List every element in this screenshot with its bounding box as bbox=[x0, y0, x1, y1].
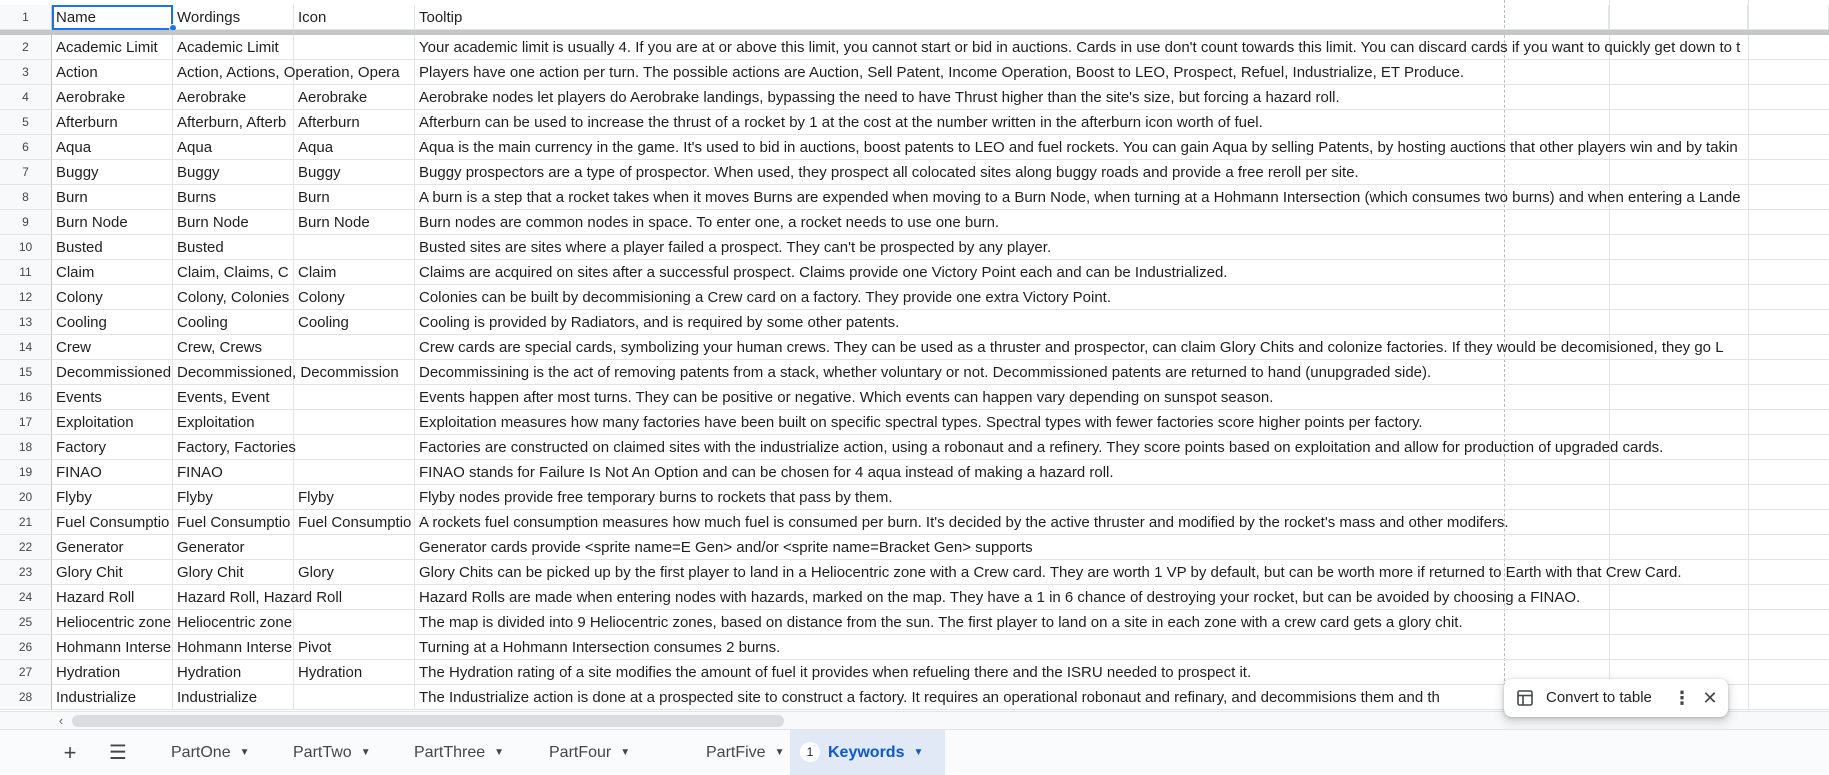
row-number[interactable]: 20 bbox=[0, 485, 52, 510]
cell-name[interactable]: Cooling bbox=[52, 310, 173, 335]
cell-wordings[interactable]: Buggy bbox=[173, 160, 294, 185]
cell-wordings[interactable]: Aerobrake bbox=[173, 85, 294, 110]
cell-wordings[interactable]: Busted bbox=[173, 235, 294, 260]
cell-icon[interactable] bbox=[294, 610, 415, 635]
table-row bbox=[0, 385, 1829, 410]
tab-label: PartFive bbox=[706, 744, 766, 761]
cell-icon[interactable] bbox=[294, 410, 415, 435]
row-number[interactable]: 23 bbox=[0, 560, 52, 585]
scroll-left-icon[interactable]: ‹ bbox=[58, 713, 64, 728]
cell-name[interactable]: Academic Limit bbox=[52, 35, 173, 60]
row-number[interactable]: 7 bbox=[0, 160, 52, 185]
header-cell-wordings[interactable]: Wordings bbox=[173, 5, 294, 30]
convert-to-table-chip[interactable] bbox=[1504, 679, 1728, 717]
chevron-down-icon[interactable]: ▼ bbox=[913, 747, 924, 758]
cell-wordings[interactable]: Heliocentric zone bbox=[173, 610, 294, 635]
cell-name[interactable]: Busted bbox=[52, 235, 173, 260]
header-cell-tooltip[interactable]: Tooltip bbox=[415, 5, 1609, 30]
table-row bbox=[0, 585, 1829, 610]
cell-icon[interactable]: Aqua bbox=[294, 135, 415, 160]
cell-icon[interactable]: Aerobrake bbox=[294, 85, 415, 110]
cell-icon[interactable] bbox=[294, 235, 415, 260]
row-number[interactable]: 3 bbox=[0, 60, 52, 85]
tab-label: Keywords bbox=[828, 744, 905, 761]
cell-tooltip[interactable]: Players have one action per turn. The possible actions are Auction, Sell Patent, Income Operation, Boost to LEO, Prospect, Refuel, Industrialize, ET Produce. bbox=[415, 60, 1829, 85]
table-row bbox=[0, 335, 1829, 360]
cell-tooltip[interactable]: Turning at a Hohmann Intersection consumes 2 burns. bbox=[415, 635, 1829, 660]
header-cell-icon[interactable]: Icon bbox=[294, 5, 415, 30]
cell-tooltip[interactable]: Events happen after most turns. They can be positive or negative. Which events can happen vary depending on sunspot season. bbox=[415, 385, 1829, 410]
cell-name[interactable]: Hohmann Interse bbox=[52, 635, 173, 660]
table-row bbox=[0, 135, 1829, 160]
row-number[interactable]: 21 bbox=[0, 510, 52, 535]
cell-wordings[interactable]: Industrialize bbox=[173, 685, 294, 710]
cell-icon[interactable] bbox=[294, 60, 415, 85]
cell-wordings[interactable]: Exploitation bbox=[173, 410, 294, 435]
table-row bbox=[0, 35, 1829, 60]
cell-wordings[interactable]: Generator bbox=[173, 535, 294, 560]
cell-name[interactable]: Aerobrake bbox=[52, 85, 173, 110]
cell-wordings[interactable]: Factory, Factories bbox=[173, 435, 294, 460]
cell-tooltip[interactable]: Buggy prospectors are a type of prospector. When used, they prospect all colocated sites along buggy roads and provide a free reroll per site. bbox=[415, 160, 1829, 185]
table-row bbox=[0, 535, 1829, 560]
cell-name[interactable]: Hydration bbox=[52, 660, 173, 685]
close-icon[interactable]: ✕ bbox=[1702, 688, 1718, 708]
cell-wordings[interactable]: Afterburn, Afterb bbox=[173, 110, 294, 135]
row-number[interactable]: 5 bbox=[0, 110, 52, 135]
cell-name[interactable]: Glory Chit bbox=[52, 560, 173, 585]
cell-wordings[interactable]: Glory Chit bbox=[173, 560, 294, 585]
cell-tooltip[interactable]: The Hydration rating of a site modifies the amount of fuel it provides when refueling there and the ISRU needed to prospect it. bbox=[415, 660, 1829, 685]
table-row bbox=[0, 360, 1829, 385]
cell-wordings[interactable]: Academic Limit bbox=[173, 35, 294, 60]
cell-wordings[interactable]: Aqua bbox=[173, 135, 294, 160]
cell-icon[interactable]: Colony bbox=[294, 285, 415, 310]
cell-tooltip[interactable]: Your academic limit is usually 4. If you are at or above this limit, you cannot start or bid in auctions. Cards in use don't count towards this limit. You can discard cards if you want to quickly get down to t bbox=[415, 35, 1829, 60]
cell-name[interactable]: Hazard Roll bbox=[52, 585, 173, 610]
cell-wordings[interactable]: Decommissioned, Decommission bbox=[173, 360, 294, 385]
table-icon bbox=[1517, 690, 1533, 706]
chevron-down-icon[interactable]: ▼ bbox=[620, 747, 631, 758]
cell-icon[interactable]: Hydration bbox=[294, 660, 415, 685]
table-row bbox=[0, 185, 1829, 210]
cell-name[interactable]: Industrialize bbox=[52, 685, 173, 710]
cell-tooltip[interactable]: Aerobrake nodes let players do Aerobrake landings, bypassing the need to have Thrust higher than the site's size, but forcing a hazard roll. bbox=[415, 85, 1829, 110]
cell-name[interactable]: Afterburn bbox=[52, 110, 173, 135]
cell-icon[interactable]: Flyby bbox=[294, 485, 415, 510]
cell-icon[interactable] bbox=[294, 535, 415, 560]
cell-tooltip[interactable]: The Industrialize action is done at a prospected site to construct a factory. It requires an operational robonaut and refinary, and decommisions them and th bbox=[415, 685, 1829, 710]
cell-name[interactable]: Decommissioned bbox=[52, 360, 173, 385]
row-number[interactable]: 13 bbox=[0, 310, 52, 335]
cell-name[interactable]: Burn Node bbox=[52, 210, 173, 235]
cell-tooltip[interactable]: Generator cards provide <sprite name=E Gen> and/or <sprite name=Bracket Gen> supports bbox=[415, 535, 1829, 560]
cell-icon[interactable]: Pivot bbox=[294, 635, 415, 660]
chevron-down-icon[interactable]: ▼ bbox=[494, 747, 505, 758]
cell-tooltip[interactable]: Claims are acquired on sites after a successful prospect. Claims provide one Victory Point each and can be Industrialized. bbox=[415, 260, 1829, 285]
cell-tooltip[interactable]: The map is divided into 9 Heliocentric zones, based on distance from the sun. The first player to land on a site in each zone with a crew card gets a glory chit. bbox=[415, 610, 1829, 635]
cell-icon[interactable]: Claim bbox=[294, 260, 415, 285]
cell-icon[interactable]: Buggy bbox=[294, 160, 415, 185]
cell-wordings[interactable]: Events, Event bbox=[173, 385, 294, 410]
chevron-down-icon[interactable]: ▼ bbox=[239, 747, 250, 758]
table-row bbox=[0, 260, 1829, 285]
table-row bbox=[0, 110, 1829, 135]
cell-icon[interactable] bbox=[294, 460, 415, 485]
cell-name[interactable]: Generator bbox=[52, 535, 173, 560]
row-number[interactable]: 11 bbox=[0, 260, 52, 285]
cell-wordings[interactable]: Crew, Crews bbox=[173, 335, 294, 360]
header-cell-name[interactable]: Name bbox=[52, 5, 173, 30]
tab-partfour[interactable] bbox=[539, 730, 640, 775]
cell-wordings[interactable]: Hazard Roll, Hazard Roll bbox=[173, 585, 294, 610]
empty-cell[interactable] bbox=[1748, 5, 1829, 30]
row-number[interactable]: 18 bbox=[0, 435, 52, 460]
cell-tooltip[interactable]: Factories are constructed on claimed sites with the industrialize action, using a robonaut and a refinery. They score points based on exploitation and allow for production of upgraded cards. bbox=[415, 435, 1829, 460]
cell-wordings[interactable]: Hydration bbox=[173, 660, 294, 685]
cell-icon[interactable] bbox=[294, 585, 415, 610]
chevron-down-icon[interactable]: ▼ bbox=[360, 747, 371, 758]
table-row bbox=[0, 310, 1829, 335]
row-number[interactable]: 9 bbox=[0, 210, 52, 235]
cell-name[interactable]: Crew bbox=[52, 335, 173, 360]
cell-wordings[interactable]: Action, Actions, Operation, Opera bbox=[173, 60, 294, 85]
cell-tooltip[interactable]: Colonies can be built by decommisioning a Crew card on a factory. They provide one extra Victory Point. bbox=[415, 285, 1829, 310]
cell-wordings[interactable]: Claim, Claims, C bbox=[173, 260, 294, 285]
row-number[interactable]: 12 bbox=[0, 285, 52, 310]
cell-tooltip[interactable]: Glory Chits can be picked up by the first player to land in a Heliocentric zone with a Crew card. They are worth 1 VP by default, but can be worth more if returned to Earth with that Crew Card. bbox=[415, 560, 1829, 585]
cell-wordings[interactable]: Hohmann Interse bbox=[173, 635, 294, 660]
cell-tooltip[interactable]: Decommissining is the act of removing patents from a stack, whether voluntary or not. Decommissioned patents are returned to hand (unupgraded side). bbox=[415, 360, 1829, 385]
row-number[interactable]: 1 bbox=[0, 5, 52, 30]
menu-icon[interactable]: ☰ bbox=[109, 742, 127, 764]
table-row bbox=[0, 435, 1829, 460]
table-row bbox=[0, 285, 1829, 310]
table-row bbox=[0, 160, 1829, 185]
cell-icon[interactable]: Cooling bbox=[294, 310, 415, 335]
tab-badge: 1 bbox=[800, 742, 820, 762]
cell-name[interactable]: Fuel Consumptio bbox=[52, 510, 173, 535]
chevron-down-icon[interactable]: ▼ bbox=[774, 747, 785, 758]
table-row bbox=[0, 560, 1829, 585]
cell-icon[interactable] bbox=[294, 685, 415, 710]
cell-icon[interactable] bbox=[294, 435, 415, 460]
cell-icon[interactable] bbox=[294, 335, 415, 360]
cell-name[interactable]: Exploitation bbox=[52, 410, 173, 435]
table-row bbox=[0, 235, 1829, 260]
cell-tooltip[interactable]: A burn is a step that a rocket takes when it moves Burns are expended when moving to a Burn Node, when turning at a Hohmann Intersection (which consumes two burns) and when entering a Lande bbox=[415, 185, 1829, 210]
cell-wordings[interactable]: FINAO bbox=[173, 460, 294, 485]
cell-tooltip[interactable]: Aqua is the main currency in the game. It's used to bid in auctions, boost patents to LEO and fuel rockets. You can gain Aqua by selling Patents, by hosting auctions that other players win and by takin bbox=[415, 135, 1829, 160]
row-number[interactable]: 8 bbox=[0, 185, 52, 210]
tab-partone[interactable] bbox=[161, 730, 260, 775]
cell-tooltip[interactable]: Cooling is provided by Radiators, and is required by some other patents. bbox=[415, 310, 1829, 335]
table-row bbox=[0, 510, 1829, 535]
cell-tooltip[interactable]: FINAO stands for Failure Is Not An Option and can be chosen for 4 aqua instead of making a hazard roll. bbox=[415, 460, 1829, 485]
row-number[interactable]: 22 bbox=[0, 535, 52, 560]
cell-icon[interactable] bbox=[294, 35, 415, 60]
cell-tooltip[interactable]: Hazard Rolls are made when entering nodes with hazards, marked on the map. They have a 1 in 6 chance of destroying your rocket, but can be avoided by choosing a FINAO. bbox=[415, 585, 1829, 610]
table-row bbox=[0, 210, 1829, 235]
table-row bbox=[0, 60, 1829, 85]
more-vert-icon[interactable]: ⋮ bbox=[1673, 688, 1691, 708]
plus-icon[interactable]: + bbox=[63, 740, 77, 765]
cell-name[interactable]: Aqua bbox=[52, 135, 173, 160]
tab-partthree[interactable] bbox=[404, 730, 514, 775]
row-number[interactable]: 27 bbox=[0, 660, 52, 685]
table-row bbox=[0, 485, 1829, 510]
tab-label: PartThree bbox=[414, 744, 486, 761]
table-row bbox=[0, 610, 1829, 635]
cell-name[interactable]: FINAO bbox=[52, 460, 173, 485]
tab-label: PartFour bbox=[549, 744, 612, 761]
tab-partfive[interactable] bbox=[696, 730, 794, 775]
header-row bbox=[0, 5, 1829, 30]
row-number[interactable]: 4 bbox=[0, 85, 52, 110]
cell-wordings[interactable]: Burn Node bbox=[173, 210, 294, 235]
tab-parttwo[interactable] bbox=[283, 730, 381, 775]
cell-icon[interactable]: Burn Node bbox=[294, 210, 415, 235]
cell-name[interactable]: Action bbox=[52, 60, 173, 85]
row-number[interactable]: 15 bbox=[0, 360, 52, 385]
cell-name[interactable]: Claim bbox=[52, 260, 173, 285]
row-number[interactable]: 24 bbox=[0, 585, 52, 610]
cell-tooltip[interactable]: Burn nodes are common nodes in space. To enter one, a rocket needs to use one burn. bbox=[415, 210, 1829, 235]
table-row bbox=[0, 410, 1829, 435]
cell-wordings[interactable]: Colony, Colonies bbox=[173, 285, 294, 310]
cell-tooltip[interactable]: Flyby nodes provide free temporary burns to rockets that pass by them. bbox=[415, 485, 1829, 510]
tab-label: PartOne bbox=[171, 744, 231, 761]
cell-tooltip[interactable]: Afterburn can be used to increase the thrust of a rocket by 1 at the cost at the number written in the afterburn icon worth of fuel. bbox=[415, 110, 1829, 135]
cell-wordings[interactable]: Burns bbox=[173, 185, 294, 210]
cell-wordings[interactable]: Fuel Consumptio bbox=[173, 510, 294, 535]
convert-to-table-label[interactable]: Convert to table bbox=[1546, 689, 1652, 706]
table-row bbox=[0, 635, 1829, 660]
row-number[interactable]: 17 bbox=[0, 410, 52, 435]
cell-tooltip[interactable]: Crew cards are special cards, symbolizing your human crews. They can be used as a thruster and prospector, can claim Glory Chits and colonize factories. If they would be decomisioned, they go L bbox=[415, 335, 1829, 360]
cell-name[interactable]: Burn bbox=[52, 185, 173, 210]
cell-wordings[interactable]: Cooling bbox=[173, 310, 294, 335]
tab-keywords[interactable] bbox=[790, 730, 945, 775]
cell-name[interactable]: Events bbox=[52, 385, 173, 410]
cell-name[interactable]: Colony bbox=[52, 285, 173, 310]
row-number[interactable]: 6 bbox=[0, 135, 52, 160]
cell-icon[interactable] bbox=[294, 360, 415, 385]
row-number[interactable]: 2 bbox=[0, 35, 52, 60]
cell-icon[interactable]: Burn bbox=[294, 185, 415, 210]
row-number[interactable]: 19 bbox=[0, 460, 52, 485]
empty-cell[interactable] bbox=[1609, 5, 1748, 30]
cell-name[interactable]: Factory bbox=[52, 435, 173, 460]
cell-name[interactable]: Flyby bbox=[52, 485, 173, 510]
row-number[interactable]: 10 bbox=[0, 235, 52, 260]
cell-icon[interactable]: Afterburn bbox=[294, 110, 415, 135]
cell-wordings[interactable]: Flyby bbox=[173, 485, 294, 510]
table-row bbox=[0, 460, 1829, 485]
cell-tooltip[interactable]: A rockets fuel consumption measures how much fuel is consumed per burn. It's decided by the active thruster and modified by the rocket's mass and other modifers. bbox=[415, 510, 1829, 535]
row-number[interactable]: 28 bbox=[0, 685, 52, 710]
cell-icon[interactable]: Fuel Consumptio bbox=[294, 510, 415, 535]
row-number[interactable]: 14 bbox=[0, 335, 52, 360]
tab-label: PartTwo bbox=[293, 744, 352, 761]
table-row bbox=[0, 85, 1829, 110]
cell-tooltip[interactable]: Busted sites are sites where a player failed a prospect. They can't be prospected by any player. bbox=[415, 235, 1829, 260]
row-number[interactable]: 26 bbox=[0, 635, 52, 660]
sheet-tab-bar bbox=[0, 729, 1829, 774]
row-number[interactable]: 25 bbox=[0, 610, 52, 635]
scrollbar-thumb[interactable] bbox=[72, 715, 784, 727]
cell-name[interactable]: Heliocentric zone bbox=[52, 610, 173, 635]
cell-tooltip[interactable]: Exploitation measures how many factories have been built on specific spectral types. Spectral types with fewer factories score higher points per factory. bbox=[415, 410, 1829, 435]
cell-icon[interactable] bbox=[294, 385, 415, 410]
cell-name[interactable]: Buggy bbox=[52, 160, 173, 185]
cell-icon[interactable]: Glory bbox=[294, 560, 415, 585]
row-number[interactable]: 16 bbox=[0, 385, 52, 410]
